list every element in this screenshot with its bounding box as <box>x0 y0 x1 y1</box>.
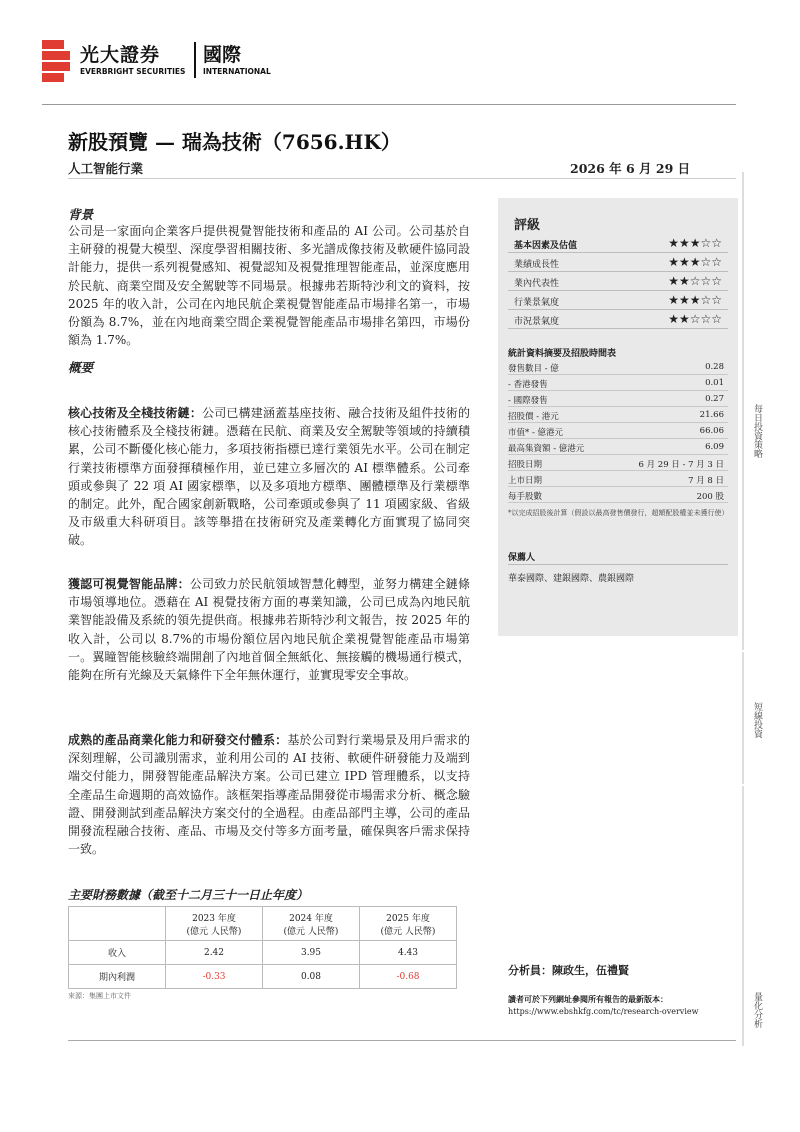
stats-row: 發售數目 - 億 0.28 <box>508 360 728 375</box>
report-date: 2026 年 6 月 29 日 <box>570 161 691 176</box>
table-header-cell: 2023 年度 (億元 人民幣) <box>166 907 263 941</box>
stats-note: *以完成招股後計算（假設以最高發售價發行，超額配股權並未獲行使） <box>508 509 729 517</box>
financials-heading: 主要財務數據（截至十二月三十一日止年度） <box>68 888 309 902</box>
stats-row: 招股價 - 港元 21.66 <box>508 408 728 423</box>
stats-row: 招股日期 6 月 29 日 - 7 月 3 日 <box>508 456 728 471</box>
analyst-label: 分析員：陳政生，伍禮賢 <box>508 964 629 977</box>
row-label: 期內利潤 <box>69 965 166 989</box>
stars-icon: ★★★☆☆ <box>668 293 722 307</box>
rating-row: 業績成長性 ★★★☆☆ <box>508 253 728 272</box>
logo-mark-icon <box>42 40 72 82</box>
logo-english-suffix: INTERNATIONAL <box>203 67 271 76</box>
stats-row: - 國際發售 0.27 <box>508 392 728 407</box>
header-divider <box>42 104 736 105</box>
paragraph-1-text: 公司已構建涵蓋基座技術、融合技術及組件技術的核心技術體系及全棧技術鏈。憑藉在民航、商業及安全駕駛等領域的持續積累，公司不斷優化核心能力，多項技術指標已達行業領先水平。公司在制定行業技術標準方面發揮積極作用，並已建立多層次的 AI 標準體系。公司牽頭或參與了 22 項 AI 國家標準，以及多項地方標準、團體標準及行業標準的制定。此外，配合國家創新戰略，公司牽頭或參與了 11 項國家級、省級及市級重大科研項目。該等舉措在技術研究及產業轉化方面實現了協同突破。 <box>68 406 470 548</box>
industry-label: 人工智能行業 <box>68 161 144 176</box>
tab-daily-strategy[interactable]: 每日投資策略 <box>742 172 772 650</box>
paragraph-2-lead: 獲認可視覺智能品牌： <box>68 577 190 591</box>
paragraph-3-lead: 成熟的產品商業化能力和研發交付體系： <box>68 733 288 747</box>
paragraph-2-text: 公司致力於民航領域智慧化轉型，並努力構建全鏈條市場領導地位。憑藉在 AI 視覺技術方面的專業知識，公司已成為內地民航業智能設備及系統的領先提供商。根據弗若斯特沙利文報告，按 2025 年的收入計，公司以 8.7%的市場份額位居內地民航企業視覺智能產品市場第一。翼瞳智能核驗終端開創了內地首個全無紙化、無接觸的機場通行模式，能夠在所有光線及天氣條件下全年無休運行，並實現零安全事故。 <box>68 577 470 683</box>
paragraph-1-lead: 核心技術及全棧技術鏈： <box>68 406 203 420</box>
table-header-cell: 2025 年度 (億元 人民幣) <box>360 907 457 941</box>
stats-row: - 香港發售 0.01 <box>508 376 728 391</box>
sponsor-text: 華泰國際、建銀國際、農銀國際 <box>508 574 635 584</box>
rating-row: 業內代表性 ★★☆☆☆ <box>508 272 728 291</box>
background-heading: 背景 <box>68 207 94 222</box>
table-cell: 0.08 <box>263 965 360 989</box>
logo-english-name: EVERBRIGHT SECURITIES <box>80 67 186 76</box>
table-row <box>69 965 457 989</box>
footer-divider <box>68 1040 736 1041</box>
overview-paragraph-1 <box>68 404 470 550</box>
table-row <box>69 941 457 965</box>
tab-quant-analysis[interactable]: 量化分析 <box>742 786 772 1046</box>
table-cell: -0.33 <box>166 965 263 989</box>
overview-heading: 概要 <box>68 360 94 375</box>
rating-title: 評級 <box>514 218 541 233</box>
sponsor-title: 保薦人 <box>508 553 536 563</box>
stars-icon: ★★★☆☆ <box>668 236 722 250</box>
sidebar-panel <box>498 198 738 636</box>
tab-short-term[interactable]: 短線投資 <box>742 652 772 784</box>
table-cell: 4.43 <box>360 941 457 965</box>
company-logo <box>42 40 282 84</box>
sponsor-divider <box>508 564 728 565</box>
table-corner <box>69 907 166 941</box>
logo-chinese-name: 光大證券 <box>80 44 161 66</box>
overview-paragraph-3 <box>68 731 470 858</box>
stats-row: 最高集資額 - 億港元 6.09 <box>508 440 728 455</box>
stats-row: 每手股數 200 股 <box>508 488 728 503</box>
page-title: 新股預覽 — 瑞為技術（7656.HK） <box>68 130 401 154</box>
row-label: 收入 <box>69 941 166 965</box>
logo-divider <box>194 42 196 78</box>
table-header-row <box>69 907 457 941</box>
table-cell: -0.68 <box>360 965 457 989</box>
logo-chinese-suffix: 國際 <box>203 44 242 66</box>
rating-row: 市況景氣度 ★★☆☆☆ <box>508 310 728 329</box>
stats-row: 市值* - 億港元 66.06 <box>508 424 728 439</box>
background-text: 公司是一家面向企業客戶提供視覺智能技術和產品的 AI 公司。公司基於自主研發的視覺大模型、深度學習相關技術、多光譜成像技術及軟硬件協同設計能力，提供一系列視覺感知、視覺認知及視覺推理智能產品，並深度應用於民航、商業空間及安全駕駛等不同場景。根據弗若斯特沙利文的資料，按 2025 年的收入計，公司在內地民航企業視覺智能產品市場排名第一，市場份額為 8.7%，並在內地商業空間企業視覺智能產品市場排名第四，市場份額為 1.7%。 <box>68 224 470 348</box>
financials-source: 來源：集團上市文件 <box>68 992 131 1000</box>
title-divider <box>68 178 736 179</box>
stars-icon: ★★★☆☆ <box>668 255 722 269</box>
stars-icon: ★★☆☆☆ <box>668 312 722 326</box>
table-cell: 2.42 <box>166 941 263 965</box>
rating-row: 基本因素及估值 ★★★☆☆ <box>508 234 728 253</box>
overview-paragraph-2 <box>68 575 470 684</box>
rating-row: 行業景氣度 ★★★☆☆ <box>508 291 728 310</box>
stats-row: 上市日期 7 月 8 日 <box>508 472 728 487</box>
stars-icon: ★★☆☆☆ <box>668 274 722 288</box>
table-header-cell: 2024 年度 (億元 人民幣) <box>263 907 360 941</box>
stats-title: 統計資料摘要及招股時間表 <box>508 349 617 359</box>
table-cell: 3.95 <box>263 941 360 965</box>
paragraph-3-text: 基於公司對行業場景及用戶需求的深刻理解，公司識別需求，並利用公司的 AI 技術、軟硬件研發能力及端到端交付能力，開發智能產品解決方案。公司已建立 IPD 管理體系，以支持全產品生命週期的高效協作。該框架指導產品開發從市場需求分析、概念驗證、開發測試到產品解決方案交付的全過程。由產品部門主導，公司的產品開發流程融合技術、產品、市場及交付等多方面考量，確保與客戶需求保持一致。 <box>68 733 470 857</box>
research-url-link[interactable]: https://www.ebshkfg.com/tc/research-overview <box>508 1007 699 1016</box>
financials-table <box>68 906 457 989</box>
reader-note: 讀者可於下列網址參閱所有報告的最新版本： <box>508 994 668 1004</box>
